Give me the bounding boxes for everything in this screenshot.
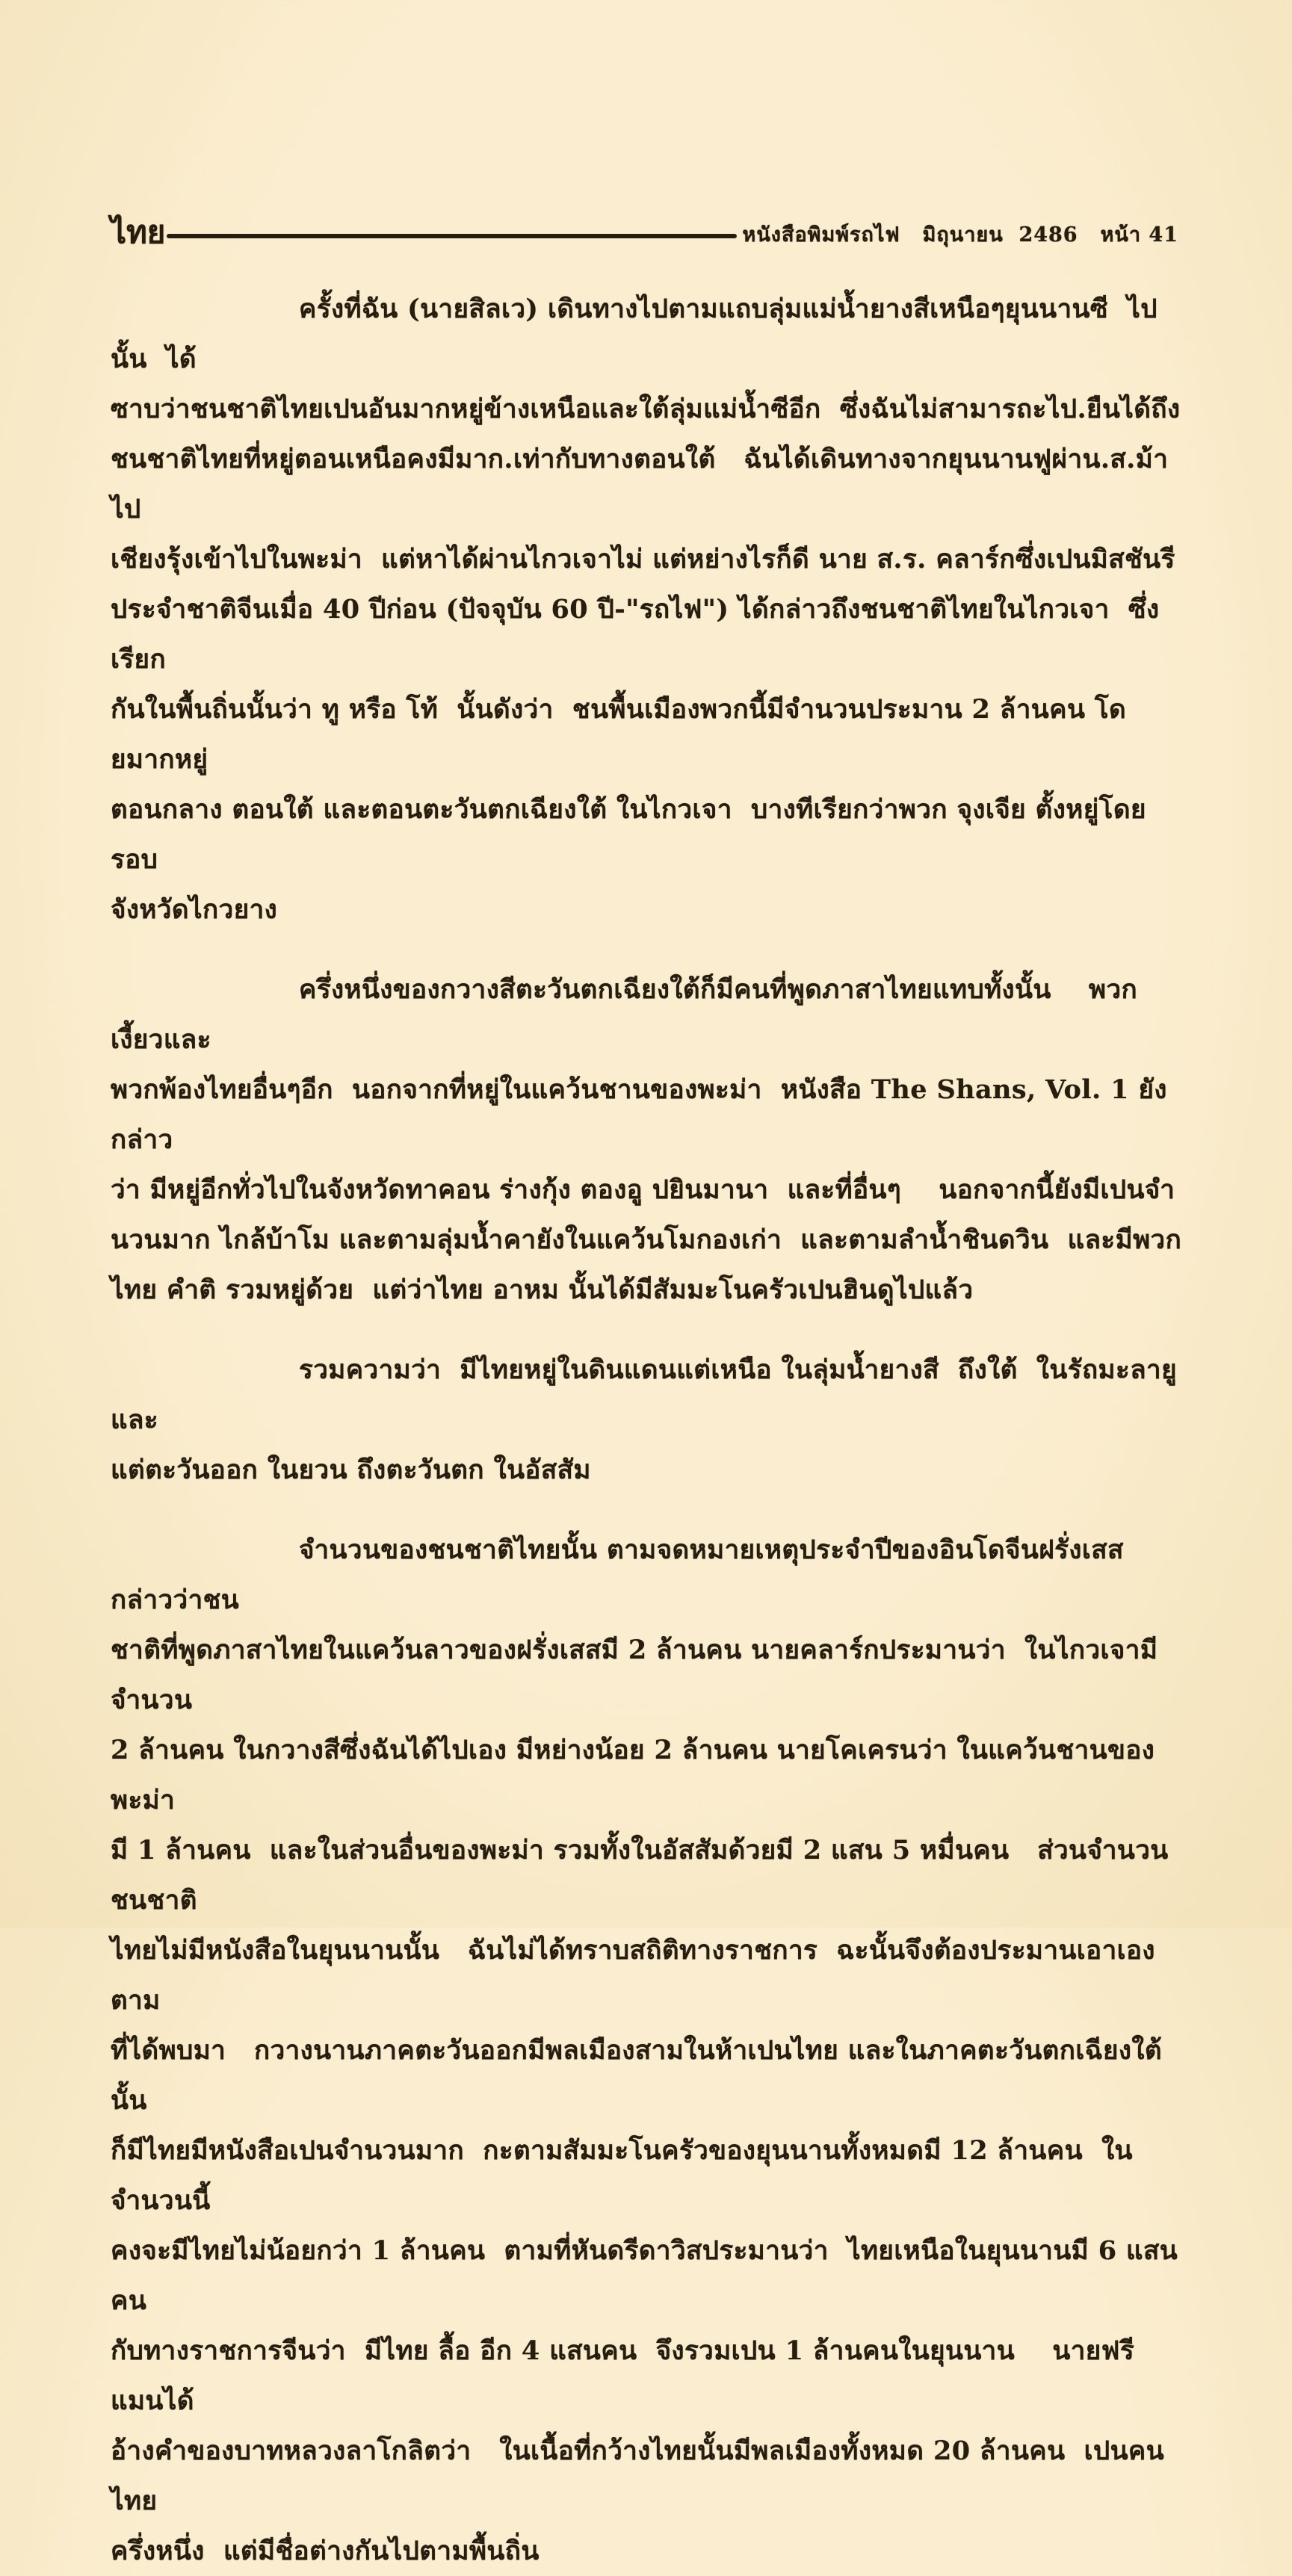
- text-line: ก็มีไทยมีหนังสือเปนจำนวนมาก กะตามสัมมะโนครัวของยุนนานทั้งหมดมี 12 ล้านคน ในจำนวนนี้: [111, 2135, 1133, 2216]
- header-rule: [167, 234, 736, 238]
- text-line: ประจำชาติจีนเมื่อ 40 ปีก่อน (ปัจจุบัน 60 ปี-"รถไฟ") ได้กล่าวถึงชนชาติไทยในไกวเจา ซึ่งเรียก: [111, 594, 1160, 675]
- text-line: มี 1 ล้านคน และในส่วนอื่นของพะม่า รวมทั้งในอัสสัมด้วยมี 2 แสน 5 หมื่นคน ส่วนจำนวนชนชาติ: [111, 1835, 1169, 1916]
- header-publication-info: [743, 218, 1178, 250]
- text-line: พวกพ้องไทยอื่นๆอีก นอกจากที่หยู่ในแคว้นชานของพะม่า หนังสือ The Shans, Vol. 1 ยังกล่าว: [111, 1074, 1167, 1155]
- text-line: อ้างคำของบาทหลวงลาโกลิตว่า ในเนื้อที่กว้างไทยนั้นมีพลเมืองทั้งหมด 20 ล้านคน เปนคนไทย: [111, 2436, 1165, 2516]
- text-line: ครั้งที่ฉัน (นายสิลเว) เดินทางไปตามแถบลุ่มแม่น้ำยางสีเหนือๆยุนนานซี ไปนั้น ได้: [111, 294, 1157, 374]
- text-line: คงจะมีไทยไม่น้อยกว่า 1 ล้านคน ตามที่หันดรีดาวิสประมานว่า ไทยเหนือในยุนนานมี 6 แสนคน: [111, 2235, 1178, 2316]
- paragraph-2: [111, 965, 1182, 1315]
- text-line: กับทางราชการจีนว่า มีไทย ลื้อ อีก 4 แสนคน จึงรวมเปน 1 ล้านคนในยุนนาน นายฟรีแมนได้: [111, 2335, 1135, 2416]
- paragraph-4: [111, 1525, 1182, 2576]
- text-line: ว่า มีหยู่อีกทั่วไปในจังหวัดทาคอน ร่างกุ้ง ตองอู ปยินมานา และที่อื่นๆ นอกจากนี้ยังมีเปนจำ: [111, 1174, 1175, 1205]
- text-line: นวนมาก ไกล้บ้าโม และตามลุ่มน้ำคายังในแคว้นโมกองเก่า และตามลำน้ำชินดวิน และมีพวก: [111, 1224, 1182, 1255]
- text-line: ชนชาติไทยที่หยู่ตอนเหนือคงมีมาก.เท่ากับทางตอนใต้ ฉันได้เดินทางจากยุนนานฟูผ่าน.ส.ม้าไป: [111, 444, 1169, 524]
- text-line: จำนวนของชนชาติไทยนั้น ตามจดหมายเหตุประจำปีของอินโดจีนฝรั่งเสส กล่าวว่าชน: [111, 1535, 1134, 1615]
- publication-date: มิถุนายน 2486: [922, 223, 1078, 247]
- text-line: 2 ล้านคน ในกวางสีซึ่งฉันได้ไปเอง มีหย่างน้อย 2 ล้านคน นายโคเครนว่า ในแคว้นชานของพะม่า: [111, 1735, 1155, 1815]
- text-line: ชาติที่พูดภาสาไทยในแคว้นลาวของฝรั่งเสสมี 2 ล้านคน นายคลาร์กประมานว่า ในไกวเจามีจำนวน: [111, 1635, 1158, 1715]
- header-running-title: ไทย: [111, 213, 166, 250]
- text-line: แต่ตะวันออก ในยวน ถึงตะวันตก ในอัสสัม: [111, 1455, 591, 1485]
- body-text: [111, 284, 1187, 2576]
- publication-name: หนังสือพิมพ์รถไฟ: [742, 223, 900, 247]
- text-line: รวมความว่า มีไทยหยู่ในดินแดนแต่เหนือ ในลุ่มน้ำยางสี ถึงใต้ ในรัถมะลายู และ: [111, 1354, 1187, 1435]
- page-header: [111, 214, 1178, 250]
- text-line: ที่ได้พบมา กวางนานภาคตะวันออกมีพลเมืองสามในห้าเปนไทย และในภาคตะวันตกเฉียงใต้นั้น: [111, 2035, 1162, 2116]
- text-line: กันในพื้นถิ่นนั้นว่า ทู หรือ โท้ นั้นดังว่า ชนพื้นเมืองพวกนี้มีจำนวนประมาน 2 ล้านคน โดยมากหยู่: [111, 694, 1127, 775]
- text-line: ตอนกลาง ตอนใต้ และตอนตะวันตกเฉียงใต้ ในไกวเจา บางทีเรียกว่าพวก จุงเจีย ตั้งหยู่โดยรอบ: [111, 794, 1146, 875]
- text-line: ไทย คำติ รวมหยู่ด้วย แต่ว่าไทย อาหม นั้นได้มีสัมมะโนครัวเปนฮินดูไปแล้ว: [111, 1275, 974, 1305]
- page-number: หน้า 41: [1100, 223, 1178, 247]
- text-line: เชียงรุ้งเข้าไปในพะม่า แต่หาได้ผ่านไกวเจาไม่ แต่หย่างไรก็ดี นาย ส.ร. คลาร์กซึ่งเปนมิสชันรี: [111, 544, 1175, 575]
- text-line: ครึ่งหนึ่งของกวางสีตะวันตกเฉียงใต้ก็มีคนที่พูดภาสาไทยแทบทั้งนั้น พวกเงี้ยวและ: [111, 974, 1138, 1055]
- paragraph-3: [111, 1345, 1187, 1495]
- text-line: ครึ่งหนึ่ง แต่มีชื่อต่างกันไปตามพื้นถิ่น: [111, 2536, 540, 2566]
- text-line: จังหวัดไกวยาง: [111, 894, 278, 925]
- text-line: ซาบว่าชนชาติไทยเปนอันมากหยู่ข้างเหนือและใต้ลุ่มแม่น้ำซีอีก ซึ่งฉันไม่สามารถะไป.ยืนได้ถึง: [111, 394, 1181, 424]
- paragraph-1: [111, 284, 1182, 935]
- text-line: ไทยไม่มีหนังสือในยุนนานนั้น ฉันไม่ได้ทราบสถิติทางราชการ ฉะนั้นจึงต้องประมานเอาเองตาม: [111, 1935, 1155, 2016]
